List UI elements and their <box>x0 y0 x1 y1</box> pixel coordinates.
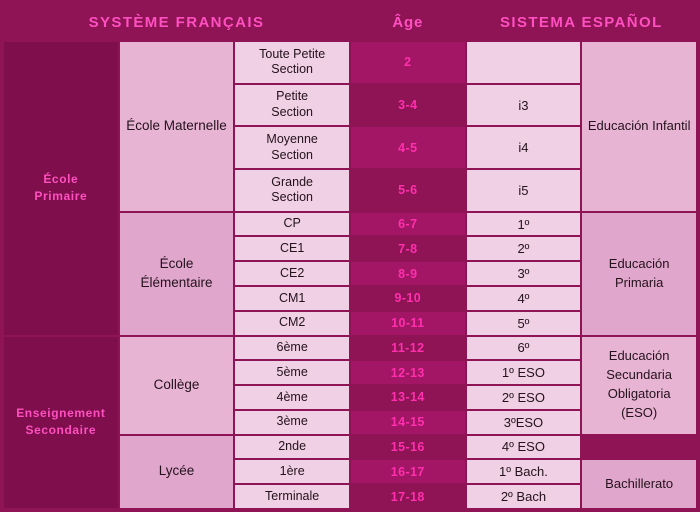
spanish-level-cell: 1º <box>466 212 582 237</box>
level-cell: 2nde <box>234 435 350 460</box>
spanish-stage-infantil: Educación Infantil <box>581 41 697 212</box>
spanish-level-cell: i5 <box>466 169 582 212</box>
spanish-level-cell: 2º ESO <box>466 385 582 410</box>
age-cell: 9-10 <box>350 286 466 311</box>
spanish-level-cell: 3ºESO <box>466 410 582 435</box>
age-cell: 16-17 <box>350 459 466 484</box>
spanish-level-cell: 5º <box>466 311 582 336</box>
spanish-level-cell: 2º <box>466 236 582 261</box>
school-college: Collège <box>119 336 235 435</box>
age-cell: 2 <box>350 41 466 84</box>
spanish-level-cell: i3 <box>466 84 582 127</box>
spanish-level-cell: 3º <box>466 261 582 286</box>
age-cell: 8-9 <box>350 261 466 286</box>
school-lycee: Lycée <box>119 435 235 509</box>
header-age: Âge <box>350 3 466 41</box>
school-ecole-maternelle: École Maternelle <box>119 41 235 212</box>
level-cell: 1ère <box>234 459 350 484</box>
level-cell: Moyenne Section <box>234 126 350 169</box>
spanish-level-cell: 4º <box>466 286 582 311</box>
spanish-stage-primaria: Educación Primaria <box>581 212 697 336</box>
spanish-level-cell: 6º <box>466 336 582 361</box>
stage-ecole-primaire: École Primaire <box>3 41 119 336</box>
spanish-level-cell: 4º ESO <box>466 435 582 460</box>
level-cell: 3ème <box>234 410 350 435</box>
age-cell: 15-16 <box>350 435 466 460</box>
spanish-level-cell: i4 <box>466 126 582 169</box>
age-cell: 17-18 <box>350 484 466 509</box>
stage-enseignement-secondaire: Enseignement Secondaire <box>3 336 119 509</box>
level-cell: Grande Section <box>234 169 350 212</box>
table-header-row <box>3 3 697 41</box>
spanish-level-cell: 1º ESO <box>466 360 582 385</box>
spanish-level-cell: 2º Bach <box>466 484 582 509</box>
level-cell: Petite Section <box>234 84 350 127</box>
level-cell: CP <box>234 212 350 237</box>
spanish-level-cell: 1º Bach. <box>466 459 582 484</box>
age-cell: 5-6 <box>350 169 466 212</box>
age-cell: 11-12 <box>350 336 466 361</box>
age-cell: 12-13 <box>350 360 466 385</box>
spanish-level-cell <box>466 41 582 84</box>
age-cell: 6-7 <box>350 212 466 237</box>
school-ecole-elementaire: École Élémentaire <box>119 212 235 336</box>
level-cell: CM2 <box>234 311 350 336</box>
age-cell: 7-8 <box>350 236 466 261</box>
age-cell: 13-14 <box>350 385 466 410</box>
level-cell: 5ème <box>234 360 350 385</box>
table-row <box>3 41 697 84</box>
age-cell: 4-5 <box>350 126 466 169</box>
level-cell: Toute Petite Section <box>234 41 350 84</box>
level-cell: CE1 <box>234 236 350 261</box>
school-system-equivalence-table <box>2 2 698 510</box>
spanish-stage-eso: Educación Secundaria Obligatoria (ESO) <box>581 336 697 435</box>
age-cell: 14-15 <box>350 410 466 435</box>
level-cell: 4ème <box>234 385 350 410</box>
header-spanish-system: SISTEMA ESPAÑOL <box>466 3 697 41</box>
level-cell: CE2 <box>234 261 350 286</box>
level-cell: Terminale <box>234 484 350 509</box>
table-row <box>3 336 697 361</box>
header-french-system: SYSTÈME FRANÇAIS <box>3 3 350 41</box>
level-cell: CM1 <box>234 286 350 311</box>
spanish-stage-bachillerato: Bachillerato <box>581 459 697 509</box>
level-cell: 6ème <box>234 336 350 361</box>
age-cell: 10-11 <box>350 311 466 336</box>
age-cell: 3-4 <box>350 84 466 127</box>
